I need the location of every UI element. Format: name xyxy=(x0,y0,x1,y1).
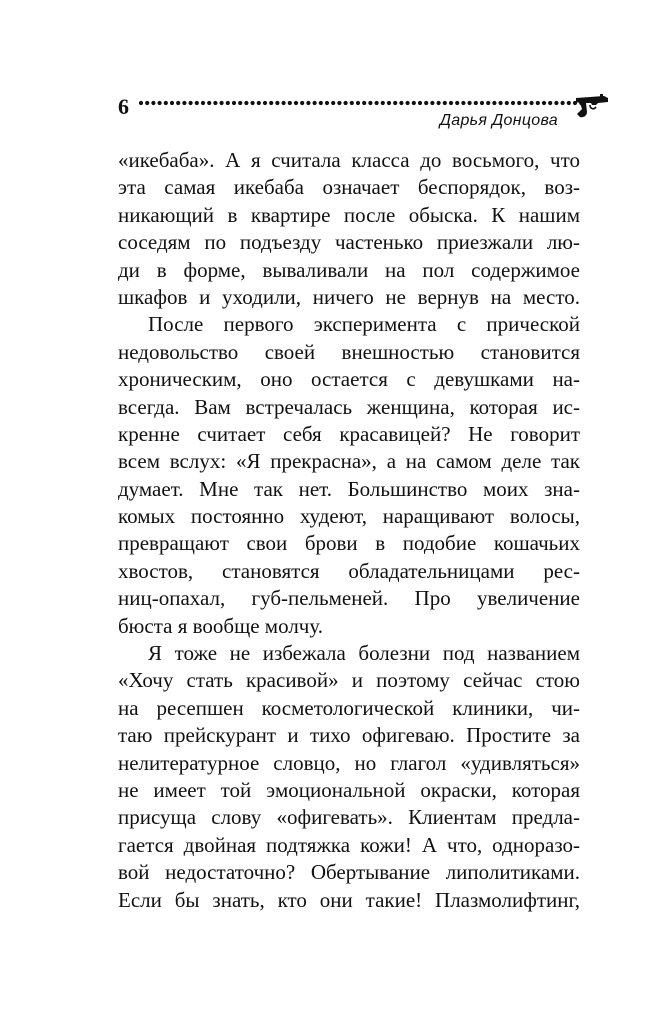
text-line: шкафов и уходили, ничего не вернув на место. xyxy=(118,284,580,309)
dotted-rule xyxy=(138,99,586,107)
text-line: «Хочу стать красивой» и поэтому сейчас стою xyxy=(118,668,580,693)
pistol-icon xyxy=(574,92,610,122)
text-line: ниц-опахал, губ-пельменей. Про увеличение xyxy=(118,586,580,611)
text-line: соседям по подъезду частенько приезжали лю- xyxy=(118,230,580,255)
page-number: 6 xyxy=(118,94,129,119)
paragraph xyxy=(118,640,580,914)
text-line: ди в форме, вываливали на пол содержимое xyxy=(118,257,580,282)
running-header xyxy=(118,92,608,132)
text-line: После первого эксперимента с прической xyxy=(148,312,580,337)
text-line: всем вслух: «Я прекрасна», а на самом деле так xyxy=(118,449,580,474)
text-line: таю прейскурант и тихо офигеваю. Простите за xyxy=(118,723,580,748)
text-line: на ресепшен косметологической клиники, чи- xyxy=(118,695,580,720)
text-line: эта самая икебаба означает беспорядок, воз- xyxy=(118,175,580,200)
author-name: Дарья Донцова xyxy=(439,112,558,129)
text-line: хроническим, оно остается с девушками на- xyxy=(118,367,580,392)
paragraph xyxy=(118,311,580,640)
text-line: Если бы знать, кто они такие! Плазмолифтинг, xyxy=(118,887,580,912)
text-line: «икебаба». А я считала класса до восьмого, что xyxy=(118,148,580,172)
body-text xyxy=(118,147,580,914)
text-line: бюста я вообще молчу. xyxy=(118,613,324,638)
text-line: думает. Мне так нет. Большинство моих зна- xyxy=(118,476,580,501)
paragraph xyxy=(118,147,580,311)
text-line: всегда. Вам встречалась женщина, которая ис- xyxy=(118,394,580,419)
text-line: никающий в квартире после обыска. К нашим xyxy=(118,202,580,227)
text-line: комых постоянно худеют, наращивают волосы, xyxy=(118,504,580,529)
text-line: превращают свои брови в подобие кошачьих xyxy=(118,531,580,556)
text-line: Я тоже не избежала болезни под названием xyxy=(148,641,580,666)
text-line: кренне считает себя красавицей? Не говорит xyxy=(118,421,580,446)
text-line: присуща слову «офигевать». Клиентам предла- xyxy=(118,805,580,830)
text-line: недовольство своей внешностью становится xyxy=(118,339,580,364)
text-line: нелитературное словцо, но глагол «удивляться» xyxy=(118,750,580,775)
text-line: хвостов, становятся обладательницами рес- xyxy=(118,558,580,583)
text-line: гается двойная подтяжка кожи! А что, одноразо- xyxy=(118,832,580,857)
text-line: вой недостаточно? Обертывание липолитиками. xyxy=(118,860,580,885)
text-line: не имеет той эмоциональной окраски, которая xyxy=(118,777,580,802)
